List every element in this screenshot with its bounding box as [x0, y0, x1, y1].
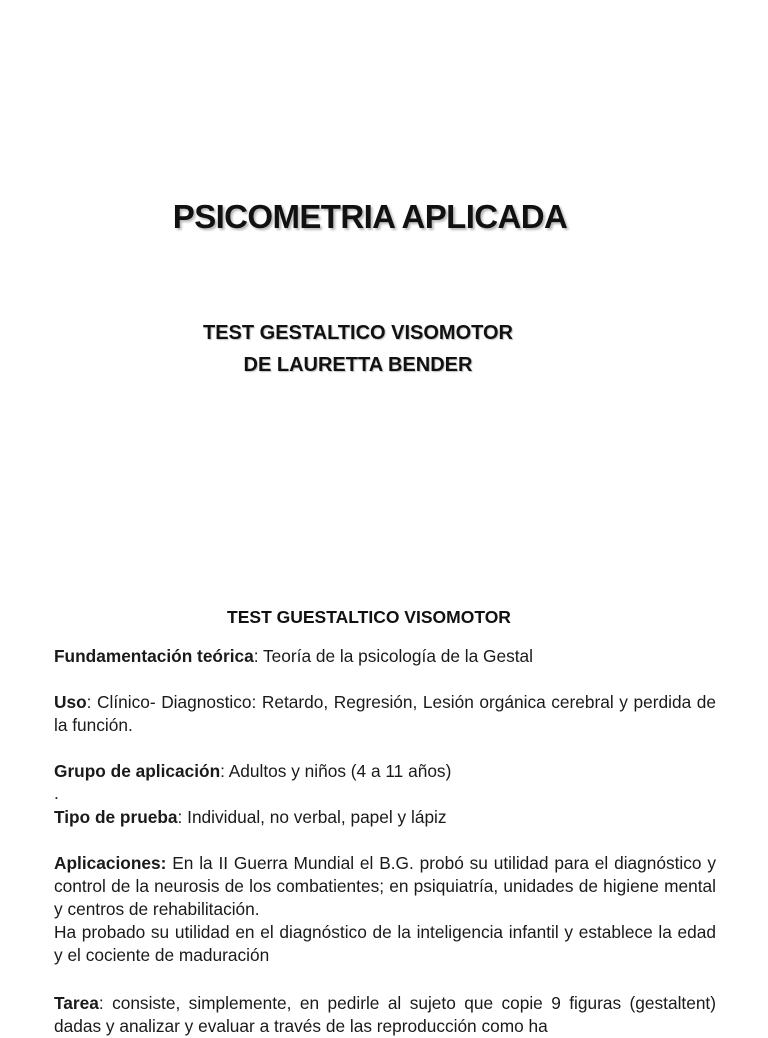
paragraph-fundamentacion — [54, 645, 716, 668]
label-grupo: Grupo de aplicación — [54, 761, 221, 781]
paragraph-tipo — [54, 806, 716, 829]
text-tarea: : consiste, simplemente, en pedirle al sujeto que copie 9 figuras (gestaltent) dadas y analizar y evaluar a través de las reproducción como ha — [54, 993, 716, 1036]
body-text — [54, 0, 716, 1036]
text-grupo: : Adultos y niños (4 a 11 años) — [220, 761, 452, 781]
subtitle-line-2: DE LAURETTA BENDER — [243, 354, 473, 376]
text-aplicaciones: En la II Guerra Mundial el B.G. probó su utilidad para el diagnóstico y control de la neurosis de los combatientes; en psiquiatría, unidades de higiene mental y centros de rehabilitación. — [54, 853, 716, 919]
label-tipo: Tipo de prueba — [54, 807, 178, 827]
paragraph-aplicaciones — [54, 852, 716, 921]
paragraph-grupo — [54, 760, 716, 783]
document-title: PSICOMETRIA APLICADA — [172, 198, 568, 235]
text-uso: : Clínico- Diagnostico: Retardo, Regresión, Lesión orgánica cerebral y perdida de la función. — [54, 692, 716, 735]
paragraph-aplicaciones-2: Ha probado su utilidad en el diagnóstico de la inteligencia infantil y establece la edad y el cociente de maduración — [54, 922, 716, 965]
stray-dot: . — [54, 783, 59, 803]
label-aplicaciones: Aplicaciones: — [54, 853, 167, 873]
section-heading: TEST GUESTALTICO VISOMOTOR — [227, 607, 511, 627]
paragraph-uso — [54, 691, 716, 737]
label-tarea: Tarea — [54, 993, 99, 1013]
subtitle-line-1: TEST GESTALTICO VISOMOTOR — [202, 322, 513, 344]
text-tipo: : Individual, no verbal, papel y lápiz — [177, 807, 447, 827]
text-fundamentacion: : Teoría de la psicología de la Gestal — [253, 646, 533, 666]
paragraph-tarea — [54, 992, 716, 1038]
label-uso: Uso — [54, 692, 87, 712]
label-fundamentacion: Fundamentación teórica — [54, 646, 254, 666]
